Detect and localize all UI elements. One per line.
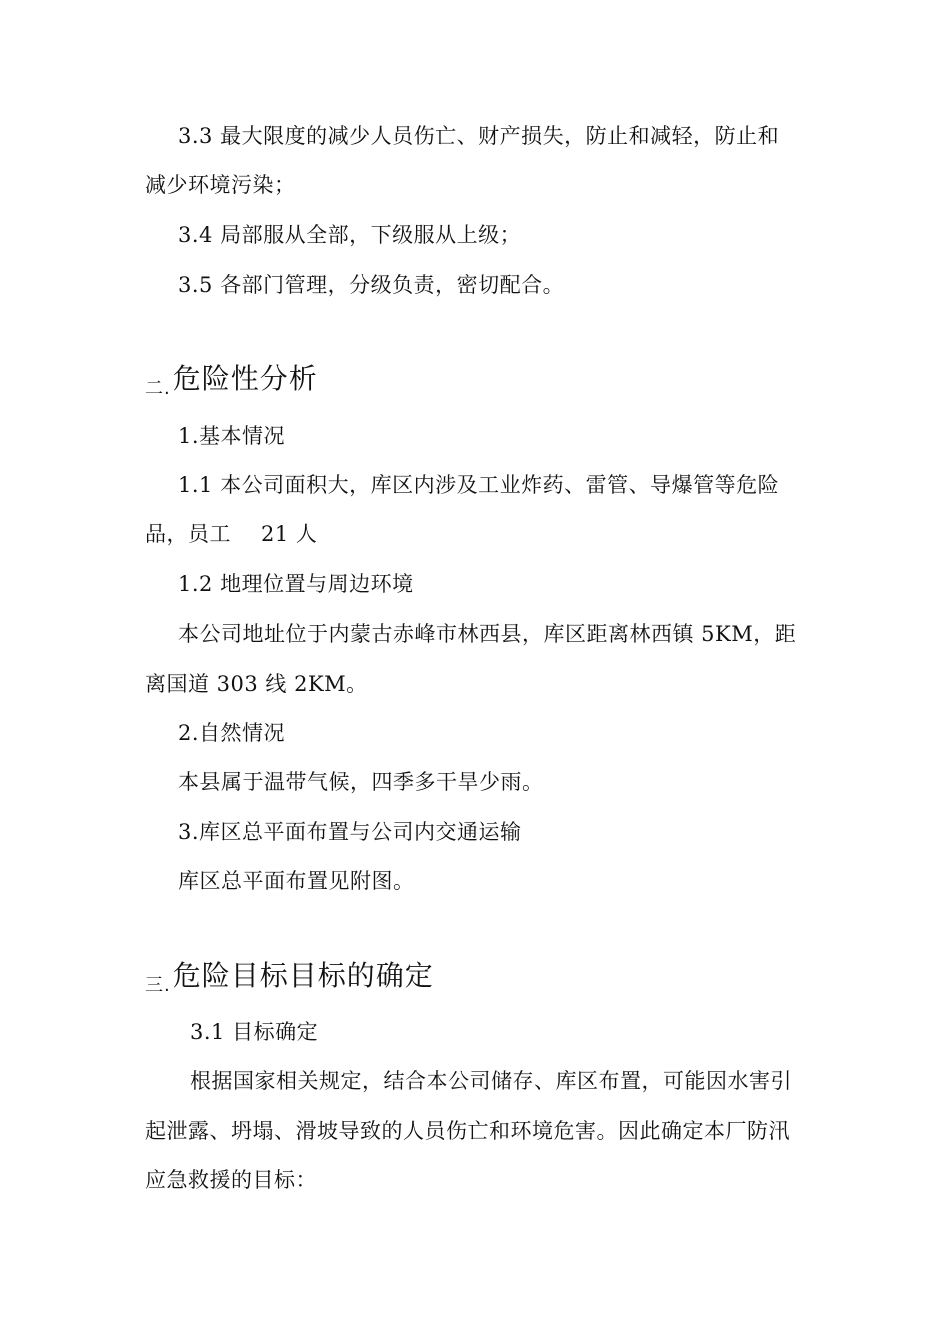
clause-3-4: 3.4 局部服从全部，下级服从上级； [178, 223, 522, 247]
target-paragraph-line2: 起泄露、坍塌、滑坡导致的人员伤亡和环境危害。因此确定本厂防汛 [145, 1119, 790, 1143]
clause-3-1: 3.1 目标确定 [190, 1020, 319, 1044]
location-paragraph-line1: 本公司地址位于内蒙古赤峰市林西县，库区距离林西镇 5KM，距 [178, 622, 797, 646]
layout-paragraph: 库区总平面布置见附图。 [178, 869, 415, 893]
location-paragraph-line2: 离国道 303 线 2KM。 [145, 672, 368, 696]
target-paragraph-line3: 应急救援的目标： [145, 1168, 317, 1192]
clause-3-3-line2: 减少环境污染； [145, 173, 296, 197]
section-title: 危险目标目标的确定 [172, 959, 434, 992]
subheading-basic-situation: 1.基本情况 [178, 424, 286, 448]
section-number: 二. [145, 378, 171, 399]
subheading-natural-situation: 2.自然情况 [178, 721, 286, 745]
staff-label: 品，员工 [145, 522, 231, 546]
clause-1-2: 1.2 地理位置与周边环境 [178, 572, 414, 596]
climate-paragraph: 本县属于温带气候，四季多干旱少雨。 [178, 770, 544, 794]
target-paragraph-line1: 根据国家相关规定，结合本公司储存、库区布置，可能因水害引 [190, 1069, 792, 1093]
section-heading-3 [145, 956, 434, 1000]
clause-3-5: 3.5 各部门管理，分级负责，密切配合。 [178, 273, 565, 297]
clause-1-1-line1: 1.1 本公司面积大，库区内涉及工业炸药、雷管、导爆管等危险 [178, 473, 780, 497]
section-number: 三. [145, 975, 171, 996]
staff-count: 21 人 [261, 522, 318, 546]
clause-3-3-line1: 3.3 最大限度的减少人员伤亡、财产损失，防止和减轻，防止和 [178, 124, 780, 148]
clause-1-1-line2 [145, 519, 317, 549]
subheading-layout-transport: 3.库区总平面布置与公司内交通运输 [178, 820, 522, 844]
section-heading-2 [145, 359, 318, 403]
section-title: 危险性分析 [172, 362, 318, 395]
